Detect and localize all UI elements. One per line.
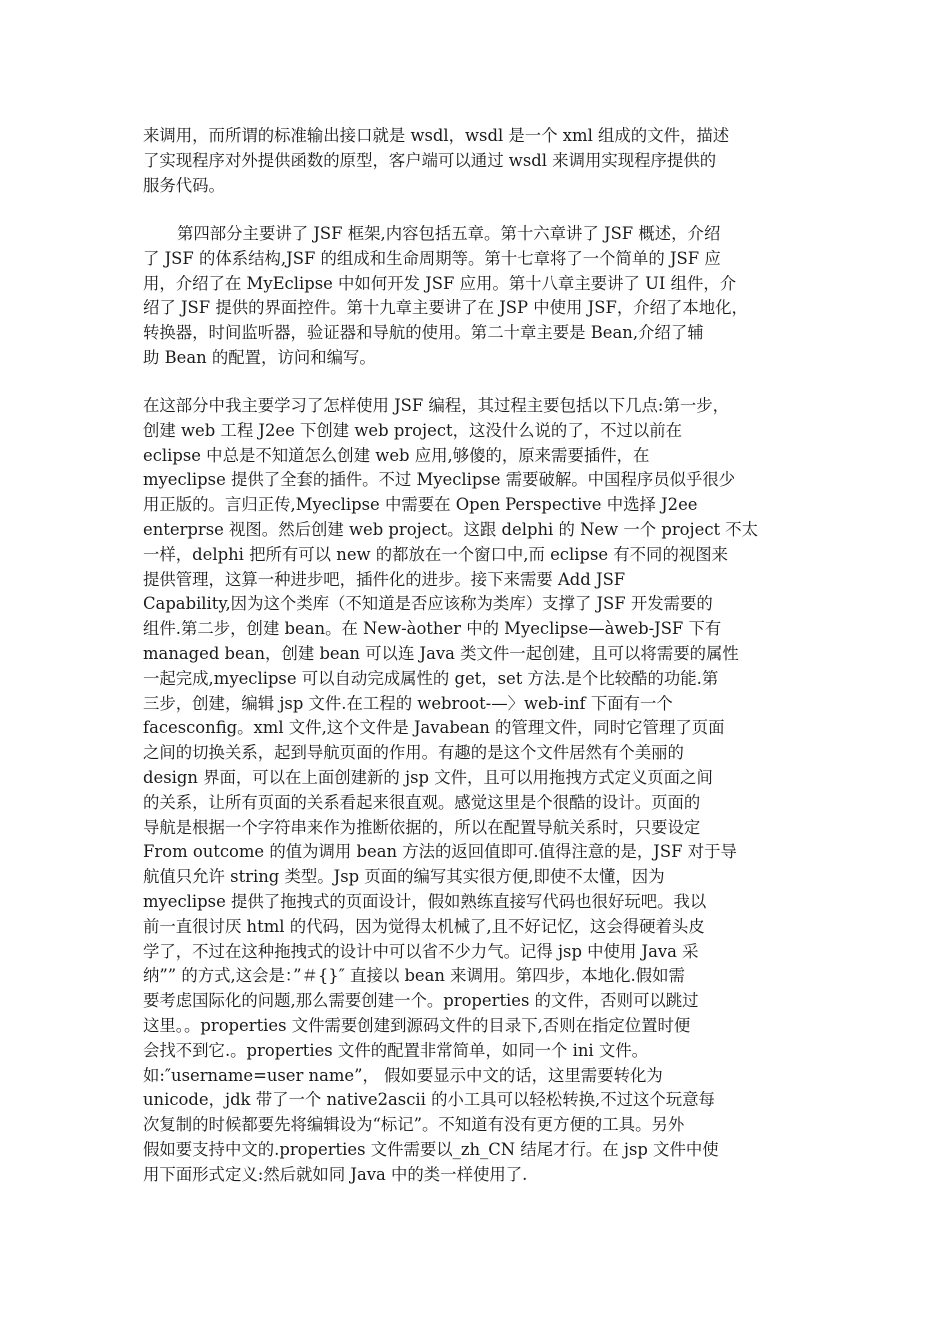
text-line: 用下面形式定义:然后就如同 Java 中的类一样使用了.: [143, 1164, 528, 1184]
text-line: myeclipse 提供了拖拽式的页面设计，假如熟练直接写代码也很好玩吧。我以: [143, 891, 707, 911]
text-line: 学了，不过在这种拖拽式的设计中可以省不少力气。记得 jsp 中使用 Java 采: [143, 941, 699, 961]
text-line: 如:″username=user name”， 假如要显示中文的话，这里需要转化为: [143, 1065, 663, 1085]
text-line: 次复制的时候都要先将编辑设为“标记”。不知道有没有更方便的工具。另外: [143, 1115, 685, 1135]
text-line: 一起完成,myeclipse 可以自动完成属性的 get，set 方法.是个比较酷的功能.第: [143, 668, 719, 688]
text-line: 第四部分主要讲了 JSF 框架,内容包括五章。第十六章讲了 JSF 概述，介绍: [177, 224, 721, 243]
text-line: 提供管理，这算一种进步吧，插件化的进步。接下来需要 Add JSF: [143, 569, 626, 589]
text-line: 用，介绍了在 MyEclipse 中如何开发 JSF 应用。第十八章主要讲了 UI 组件，介: [143, 273, 737, 293]
text-line: eclipse 中总是不知道怎么创建 web 应用,够傻的，原来需要插件，在: [143, 445, 650, 465]
text-line: 转换器，时间监听器，验证器和导航的使用。第二十章主要是 Bean,介绍了辅: [143, 323, 704, 343]
text-line: 组件.第二步，创建 bean。在 New-àother 中的 Myeclipse—àweb-JSF 下有: [143, 619, 722, 639]
text-line: facesconfig。xml 文件,这个文件是 Javabean 的管理文件，同时它管理了页面: [143, 718, 725, 738]
text-line: 一样，delphi 把所有可以 new 的都放在一个窗口中,而 eclipse 有不同的视图来: [143, 544, 729, 564]
text-line: 绍了 JSF 提供的界面控件。第十九章主要讲了在 JSP 中使用 JSF，介绍了本地化，: [143, 298, 748, 318]
text-line: 助 Bean 的配置，访问和编写。: [143, 347, 376, 367]
paragraph-3: [143, 394, 818, 1188]
text-line: design 界面，可以在上面创建新的 jsp 文件，且可以用拖拽方式定义页面之间: [143, 767, 713, 787]
text-line: 在这部分中我主要学习了怎样使用 JSF 编程，其过程主要包括以下几点:第一步，: [143, 396, 730, 415]
text-line: 的关系，让所有页面的关系看起来很直观。感觉这里是个很酷的设计。页面的: [143, 792, 701, 812]
text-line: 了 JSF 的体系结构,JSF 的组成和生命周期等。第十七章将了一个简单的 JSF 应: [143, 248, 721, 268]
text-line: 航值只允许 string 类型。Jsp 页面的编写其实很方便,即使不太懂，因为: [143, 867, 665, 887]
text-line: unicode，jdk 带了一个 native2ascii 的小工具可以轻松转换,不过这个玩意每: [143, 1090, 715, 1110]
text-line: Capability,因为这个类库（不知道是否应该称为类库）支撑了 JSF 开发需要的: [143, 594, 713, 614]
text-line: 导航是根据一个字符串来作为推断依据的，所以在配置导航关系时，只要设定: [143, 817, 701, 837]
text-line: 这里。。properties 文件需要创建到源码文件的目录下,否则在指定位置时便: [143, 1015, 691, 1035]
text-line: enterprse 视图。然后创建 web project。这跟 delphi 的 New 一个 project 不太: [143, 519, 759, 539]
text-line: 用正版的。言归正传,Myeclipse 中需要在 Open Perspective 中选择 J2ee: [143, 495, 698, 515]
text-line: 了实现程序对外提供函数的原型，客户端可以通过 wsdl 来调用实现程序提供的: [143, 150, 717, 170]
text-line: 三步，创建，编辑 jsp 文件.在工程的 webroot-—〉web-inf 下面有一个: [143, 693, 673, 713]
text-line: 来调用，而所谓的标准输出接口就是 wsdl，wsdl 是一个 xml 组成的文件，描述: [143, 126, 730, 145]
text-line: 前一直很讨厌 html 的代码，因为觉得太机械了,且不好记忆，这会得硬着头皮: [143, 916, 705, 936]
text-line: 服务代码。: [143, 175, 225, 195]
text-line: managed bean，创建 bean 可以连 Java 类文件一起创建，且可以将需要的属性: [143, 643, 739, 663]
paragraph-1: [143, 124, 818, 198]
text-line: 假如要支持中文的.properties 文件需要以_zh_CN 结尾才行。在 jsp 文件中使: [143, 1139, 719, 1159]
text-line: From outcome 的值为调用 bean 方法的返回值即可.值得注意的是，JSF 对于导: [143, 842, 737, 862]
text-line: 创建 web 工程 J2ee 下创建 web project，这没什么说的了，不过以前在: [143, 420, 683, 440]
paragraph-2: [143, 222, 818, 371]
text-line: 纳”” 的方式,这会是：”＃{}″ 直接以 bean 来调用。第四步，本地化.假如需: [143, 966, 685, 986]
text-line: myeclipse 提供了全套的插件。不过 Myeclipse 需要破解。中国程序员似乎很少: [143, 470, 736, 490]
text-line: 之间的切换关系，起到导航页面的作用。有趣的是这个文件居然有个美丽的: [143, 743, 684, 763]
text-line: 要考虑国际化的问题,那么需要创建一个。properties 的文件，否则可以跳过: [143, 991, 699, 1011]
text-line: 会找不到它.。properties 文件的配置非常简单，如同一个 ini 文件。: [143, 1040, 649, 1060]
